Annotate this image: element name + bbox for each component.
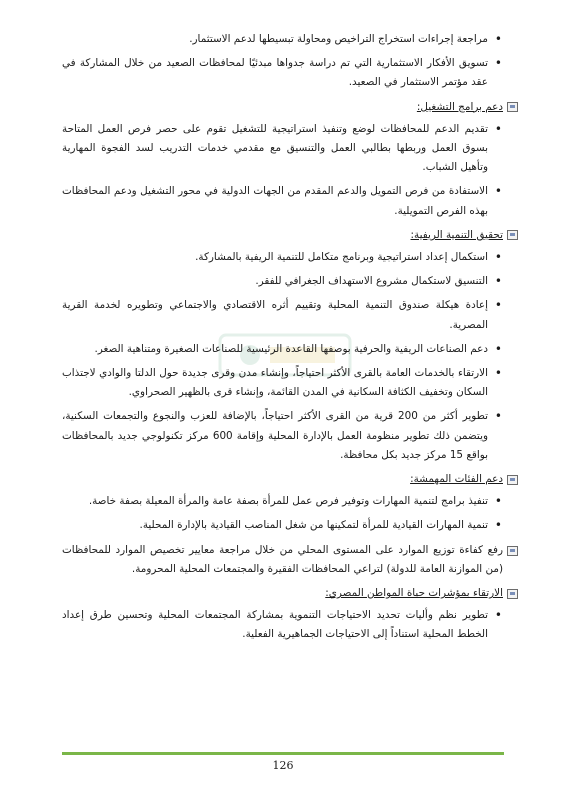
rural-list (62, 248, 504, 465)
list-item: • إعادة هيكلة صندوق التنمية المحلية وتقييم أثره الاقتصادي والاجتماعي وتطويره لخدمة القرية المصرية. (62, 296, 504, 334)
quality-list (62, 606, 504, 644)
section-title: دعم الفئات المهمشة: (410, 473, 503, 486)
section-icon (507, 230, 518, 240)
document-body (62, 30, 504, 650)
section-title: تحقيق التنمية الريفية: (410, 228, 503, 241)
list-item: • تسويق الأفكار الاستثمارية التي تم دراسة جدواها مبدئيًا لمحافظات الصعيد من خلال المشاركة في عقد مؤتمر الاستثمار في الصعيد. (62, 54, 504, 92)
list-item: • تقديم الدعم للمحافظات لوضع وتنفيذ استراتيجية للتشغيل تقوم على حصر فرص العمل المتاحة بسوق العمل وربطها بطالبي العمل والتنسيق مع مقدمي خدمات التدريب لسد الفجوة المهارية وتأهيل الشباب. (62, 120, 504, 178)
list-item: • الاستفادة من فرص التمويل والدعم المقدم من الجهات الدولية في محور التشغيل ودعم المحافظات بهذه الفرص التمويلية. (62, 182, 504, 220)
list-item: • مراجعة إجراءات استخراج التراخيص ومحاولة تبسيطها لدعم الاستثمار. (62, 30, 504, 49)
section-title: الارتقاء بمؤشرات حياة المواطن المصري: (325, 587, 503, 600)
employment-list (62, 120, 504, 221)
section-heading-vulnerable (62, 470, 518, 489)
section-paragraph: رفع كفاءة توزيع الموارد على المستوى المحلي من خلال مراجعة معايير تخصيص الموارد للمحافظات (من الموازنة العامة للدولة) لتراعي المحافظات الفقيرة والمجتمعات المحلية المحرومة. (62, 543, 503, 575)
list-item: • الارتقاء بالخدمات العامة بالقرى الأكثر احتياجاً، وإنشاء مدن وقرى جديدة حول الدلتا والوادي لاجتذاب السكان وتخفيف الكثافة السكانية في المدن القائمة، وإنشاء قرى بالظهير الصحراوي. (62, 364, 504, 402)
section-icon (507, 589, 518, 599)
page-number: 126 (272, 759, 294, 772)
section-resources (62, 541, 518, 579)
list-item: • تطوير أكثر من 200 قرية من القرى الأكثر احتياجاً، بالإضافة للعزب والنجوع والتجمعات السكنية، ويتضمن ذلك تطوير منظومة العمل بالإدارة المحلية وإقامة 600 مركز تكنولوجي جديد بالمحافظات بواقع 15 مركز جديد بكل محافظة. (62, 407, 504, 465)
list-item: • دعم الصناعات الريفية والحرفية بوصفها القاعدة الرئيسية للصناعات الصغيرة ومتناهية الصغر. (62, 340, 504, 359)
list-item: • تطوير نظم وأليات تحديد الاحتياجات التنموية بمشاركة المجتمعات المحلية وتحسين طرق إعداد الخطط المحلية استناداً إلى الاحتياجات الجماهيرية الفعلية. (62, 606, 504, 644)
list-item: • تنفيذ برامج لتنمية المهارات وتوفير فرص عمل للمرأة بصفة عامة والمرأة المعيلة بصفة خاصة. (62, 492, 504, 511)
top-bullet-list (62, 30, 504, 93)
section-heading-rural (62, 226, 518, 245)
footer-divider (62, 752, 504, 755)
section-title: دعم برامج التشغيل: (416, 100, 503, 113)
list-item: • استكمال إعداد استراتيجية وبرنامج متكامل للتنمية الريفية بالمشاركة. (62, 248, 504, 267)
section-heading-employment (62, 98, 518, 117)
vulnerable-list (62, 492, 504, 535)
section-icon (507, 102, 518, 112)
section-heading-quality (62, 584, 518, 603)
section-icon (507, 546, 518, 556)
section-icon (507, 475, 518, 485)
list-item: • التنسيق لاستكمال مشروع الاستهداف الجغرافي للفقر. (62, 272, 504, 291)
list-item: • تنمية المهارات القيادية للمرأة لتمكينها من شغل المناصب القيادية بالإدارة المحلية. (62, 516, 504, 535)
